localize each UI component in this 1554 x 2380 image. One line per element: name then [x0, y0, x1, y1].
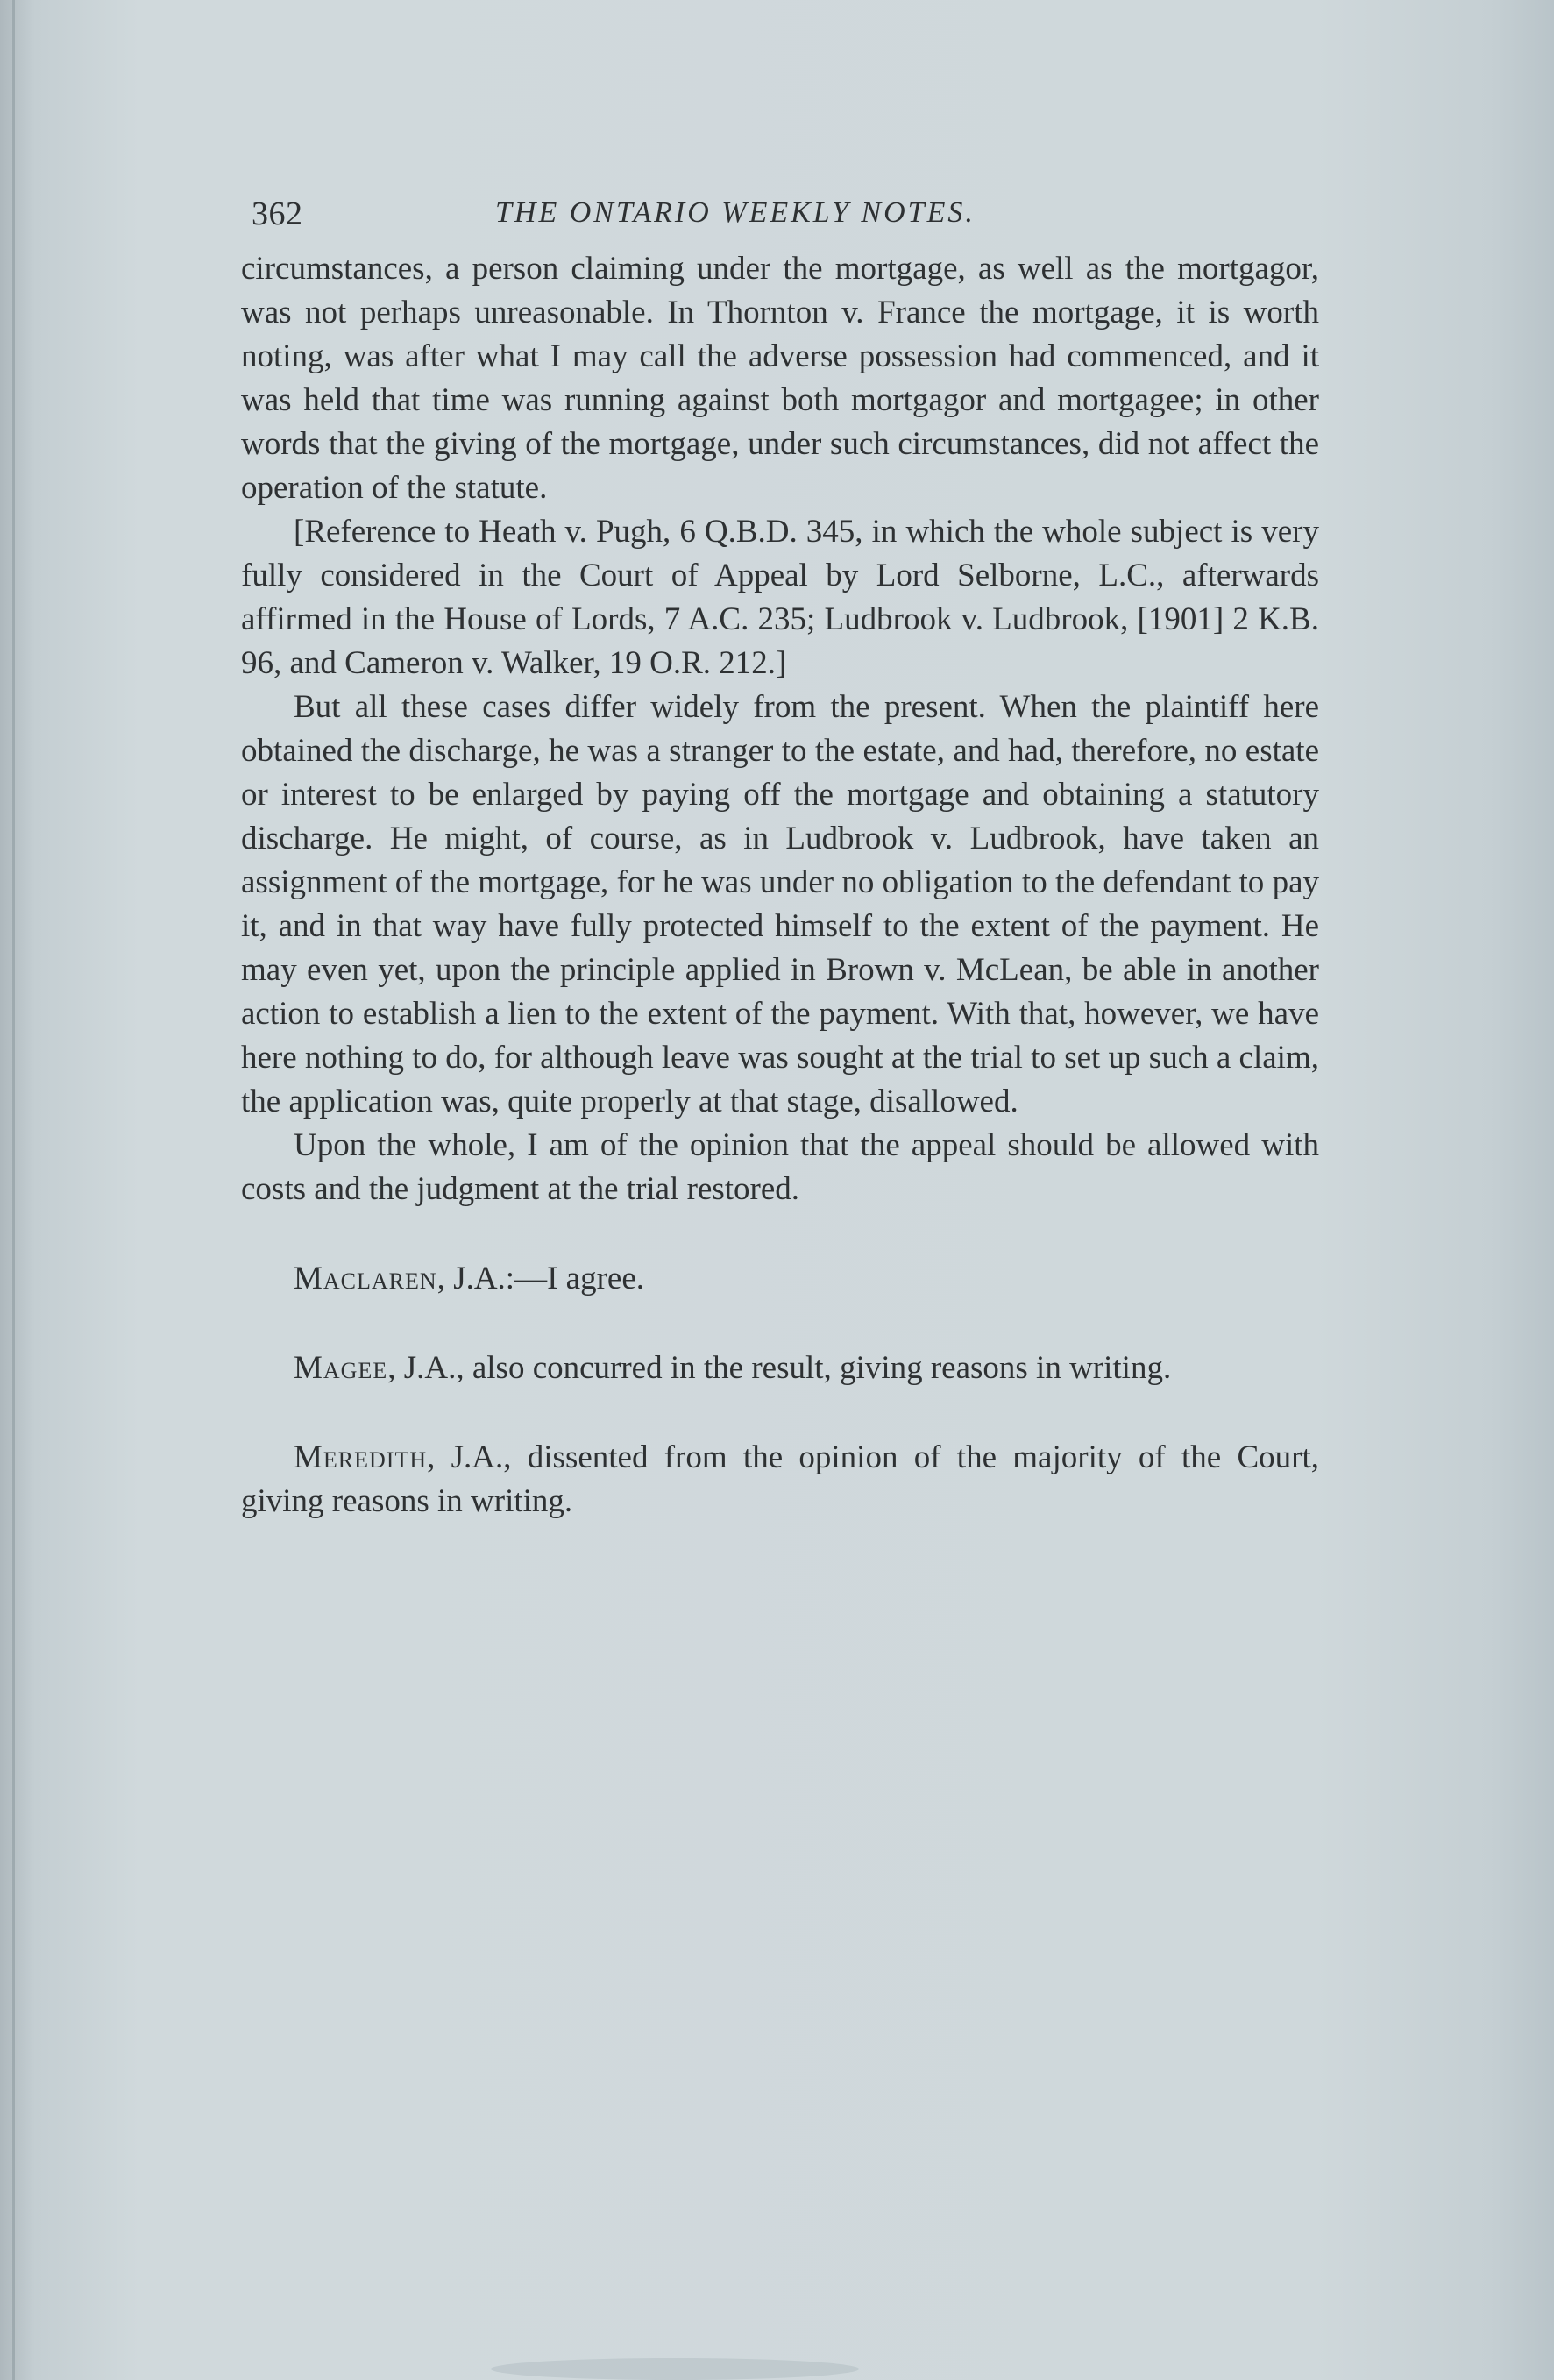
paragraph-references: [Reference to Heath v. Pugh, 6 Q.B.D. 345, in which the whole subject is very fully considered in the Court of Appeal by Lord Selborne, L.C., afterwards affirmed in the House of Lords, 7 A.C. 235; Ludbrook v. Ludbrook, [1901] 2 K.B. 96, and Cameron v. Walker, 19 O.R. 212.]: [241, 514, 1319, 681]
concurrence-text: , J.A., also concurred in the result, giving reasons in writing.: [387, 1350, 1172, 1386]
page-text: [241, 195, 1319, 1524]
page-number: 362: [252, 195, 303, 232]
dissent-meredith: [241, 1436, 1319, 1524]
binding-edge: [12, 0, 15, 2380]
concurrence-magee: [241, 1346, 1319, 1390]
judge-name: Meredith: [294, 1439, 428, 1475]
dissent-text: , J.A., dissented from the opinion of the majority of the Court, giving reasons in writing.: [241, 1439, 1319, 1519]
judge-name: Magee: [294, 1350, 388, 1386]
paragraph-distinction: But all these cases differ widely from the present. When the plaintiff here obtained the discharge, he was a stranger to the estate, and had, therefore, no estate or interest to be enlarged by paying off the mortgage and obtaining a statutory discharge. He might, of course, as in Ludbrook v. Ludbrook, have taken an assignment of the mortgage, for he was under no obligation to the defendant to pay it, and in that way have fully protected himself to the extent of the payment. He may even yet, upon the principle applied in Brown v. McLean, be able in another action to establish a lien to the extent of the payment. With that, however, we have here nothing to do, for although leave was sought at the trial to set up such a claim, the application was, quite properly at that stage, disallowed.: [241, 689, 1319, 1119]
running-title: THE ONTARIO WEEKLY NOTES.: [495, 196, 976, 229]
concurrence-maclaren: [241, 1257, 1319, 1301]
page-header: [241, 195, 1319, 247]
paragraph-conclusion: Upon the whole, I am of the opinion that the appeal should be allowed with costs and the judgment at the trial restored.: [241, 1127, 1319, 1207]
judge-name: Maclaren: [294, 1261, 437, 1297]
scan-smudge: [491, 2358, 859, 2380]
concurrence-text: , J.A.:—I agree.: [436, 1261, 644, 1297]
paragraph-continuation: circumstances, a person claiming under the mortgage, as well as the mortgagor, was not perhaps unreasonable. In Thornton v. France the mortgage, it is worth noting, was after what I may call the adverse possession had commenced, and it was held that time was running against both mortgagor and mortgagee; in other words that the giving of the mortgage, under such circumstances, did not affect the operation of the statute.: [241, 251, 1319, 506]
